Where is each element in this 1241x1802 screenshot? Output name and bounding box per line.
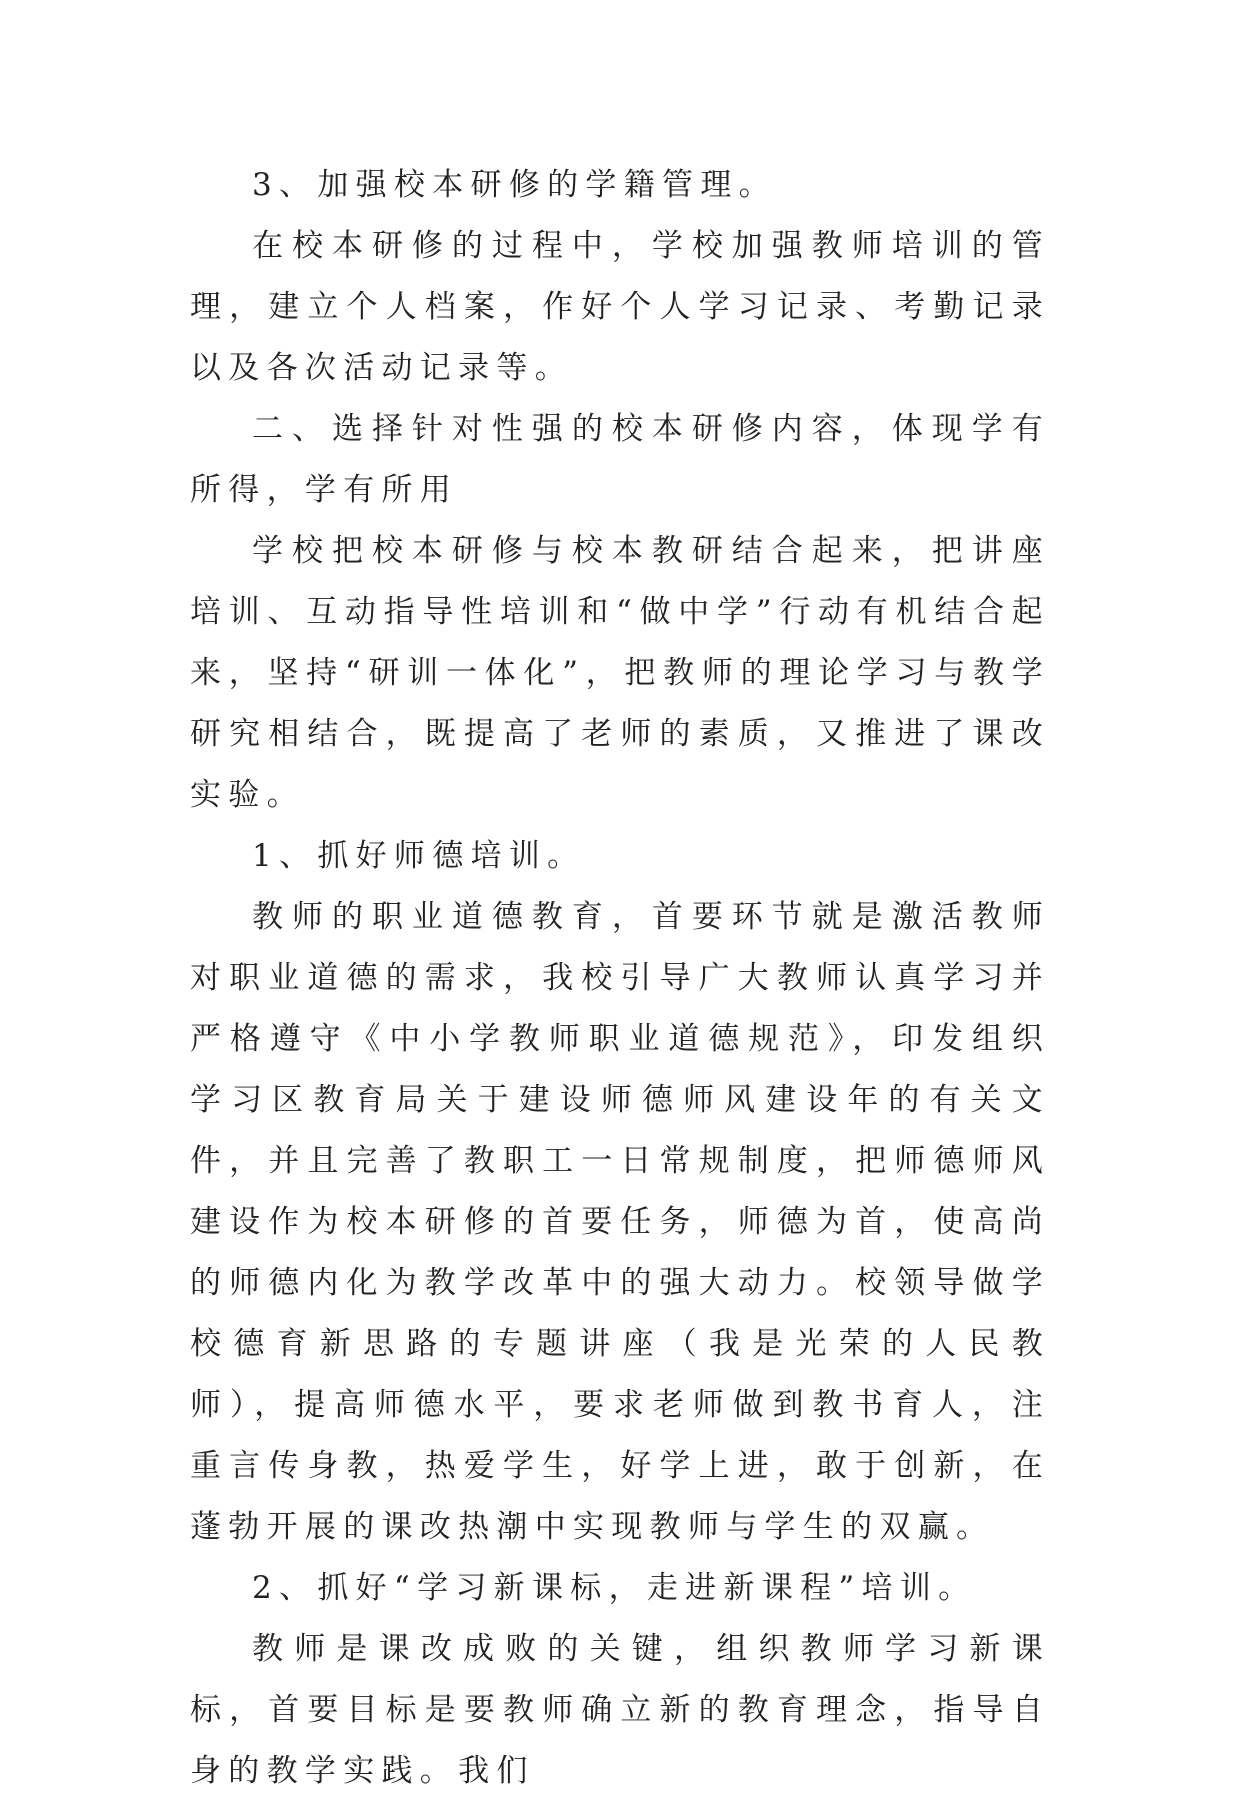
paragraph-records-management: 在校本研修的过程中，学校加强教师培训的管理，建立个人档案，作好个人学习记录、考勤记录以及各次活动记录等。 bbox=[190, 228, 1050, 386]
heading-new-curriculum-training: 2、抓好“学习新课标，走进新课程”培训。 bbox=[252, 1570, 977, 1606]
heading-ethics-training: 1、抓好师德培训。 bbox=[252, 838, 586, 874]
heading-school-based-training-records: 3、加强校本研修的学籍管理。 bbox=[252, 167, 777, 203]
paragraph-ethics-training: 教师的职业道德教育，首要环节就是激活教师对职业道德的需求，我校引导广大教师认真学习并严格遵守《中小学教师职业道德规范》，印发组织学习区教育局关于建设师德师风建设年的有关文件，并且完善了教职工一日常规制度，把师德师风建设作为校本研修的首要任务，师德为首，使高尚的师德内化为教学改革中的强大动力。校领导做学校德育新思路的专题讲座（我是光荣的人民教师），提高师德水平，要求老师做到教书育人，注重言传身教，热爱学生，好学上进，敢于创新，在蓬勃开展的课改热潮中实现教师与学生的双赢。 bbox=[190, 899, 1050, 1545]
document-body bbox=[190, 155, 1050, 1802]
paragraph-training-integration: 学校把校本研修与校本教研结合起来，把讲座培训、互动指导性培训和“做中学”行动有机结合起来，坚持“研训一体化”，把教师的理论学习与教学研究相结合，既提高了老师的素质，又推进了课改实验。 bbox=[190, 533, 1050, 813]
paragraph-new-curriculum: 教师是课改成败的关键，组织教师学习新课标，首要目标是要教师确立新的教育理念，指导自身的教学实践。我们 bbox=[190, 1631, 1050, 1789]
heading-section-two: 二、选择针对性强的校本研修内容，体现学有所得，学有所用 bbox=[190, 411, 1050, 508]
